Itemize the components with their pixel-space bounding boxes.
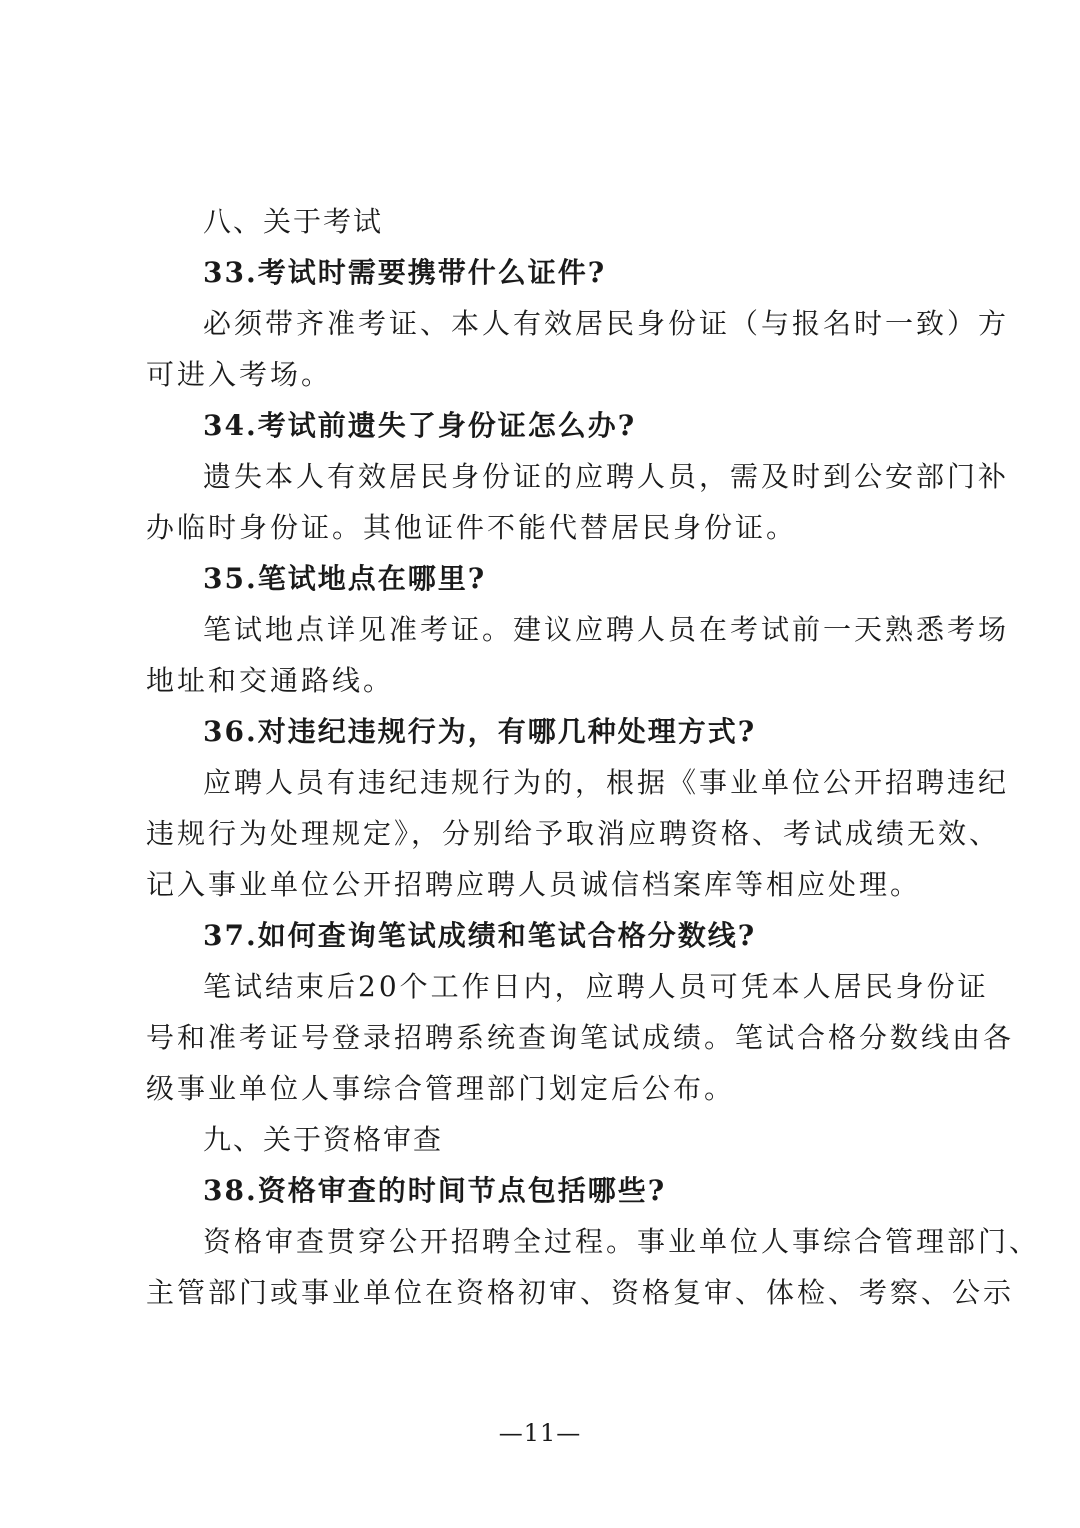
question-35-answer-line: 笔试地点详见准考证。建议应聘人员在考试前一天熟悉考场 (203, 613, 1010, 646)
question-36-answer-line: 记入事业单位公开招聘应聘人员诚信档案库等相应处理。 (146, 868, 922, 901)
question-38-title: 38.资格审查的时间节点包括哪些? (203, 1174, 667, 1207)
section-heading-qualification-review: 九、关于资格审查 (203, 1123, 444, 1156)
question-37-answer-line: 号和准考证号登录招聘系统查询笔试成绩。笔试合格分数线由各 (146, 1021, 1015, 1054)
question-38-answer-line: 资格审查贯穿公开招聘全过程。事业单位人事综合管理部门、 (203, 1225, 1041, 1258)
question-34-title: 34.考试前遗失了身份证怎么办? (203, 409, 637, 442)
page-number: —11— (498, 1419, 582, 1447)
question-34-answer-line: 办临时身份证。其他证件不能代替居民身份证。 (146, 511, 798, 544)
question-34-answer-line: 遗失本人有效居民身份证的应聘人员，需及时到公安部门补 (203, 460, 1010, 493)
question-35-title: 35.笔试地点在哪里? (203, 562, 487, 595)
question-37-title: 37.如何查询笔试成绩和笔试合格分数线? (203, 919, 757, 952)
section-heading-exam: 八、关于考试 (203, 205, 384, 238)
question-36-answer-line: 违规行为处理规定》，分别给予取消应聘资格、考试成绩无效、 (146, 817, 1001, 850)
question-37-answer-line: 笔试结束后20个工作日内，应聘人员可凭本人居民身份证 (203, 970, 989, 1003)
question-38-answer-line: 主管部门或事业单位在资格初审、资格复审、体检、考察、公示 (146, 1276, 1015, 1309)
question-35-answer-line: 地址和交通路线。 (146, 664, 395, 697)
question-36-title: 36.对违纪违规行为，有哪几种处理方式? (203, 715, 757, 748)
document-body (146, 196, 1041, 1318)
question-33-title: 33.考试时需要携带什么证件? (203, 256, 607, 289)
question-36-answer-line: 应聘人员有违纪违规行为的，根据《事业单位公开招聘违纪 (203, 766, 1010, 799)
question-33-answer-line: 必须带齐准考证、本人有效居民身份证（与报名时一致）方 (203, 307, 1010, 340)
question-33-answer-line: 可进入考场。 (146, 358, 333, 391)
question-37-answer-line: 级事业单位人事综合管理部门划定后公布。 (146, 1072, 736, 1105)
